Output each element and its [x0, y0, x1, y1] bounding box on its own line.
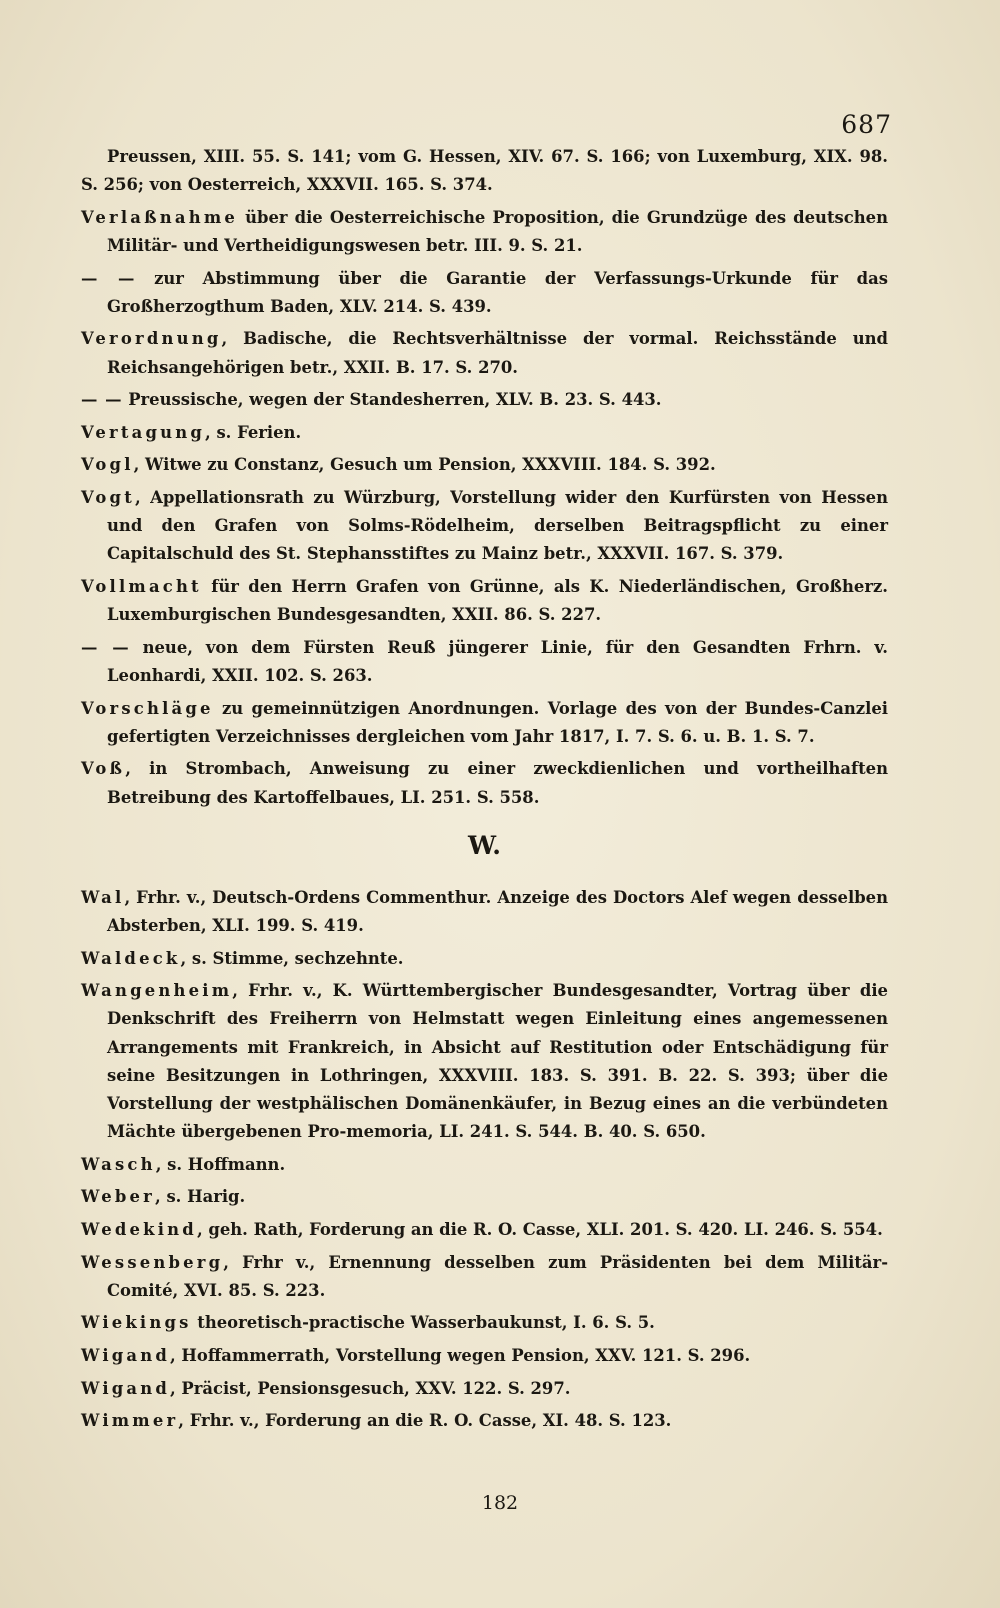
- entry-headword: Voß: [81, 759, 126, 779]
- index-entry: [81, 484, 888, 569]
- entry-text: , s. Harig.: [155, 1187, 246, 1207]
- index-entry: [55, 143, 888, 199]
- entry-headword: Vogl: [81, 455, 134, 475]
- entry-text: über die Oesterreichische Proposition, die Grundzüge des deutschen Militär- und Vertheidigungswesen betr. III. 9. S. 21.: [107, 207, 888, 255]
- index-entry: [81, 451, 888, 479]
- section-heading: W.: [468, 830, 501, 860]
- entry-text: theoretisch-practische Wasserbaukunst, I. 6. S. 5.: [191, 1313, 655, 1333]
- entry-headword: Weber: [81, 1187, 156, 1207]
- entry-headword: Wal: [81, 887, 125, 907]
- entry-text: , Appellationsrath zu Würzburg, Vorstellung wider den Kurfürsten von Hessen und den Grafen von Solms-Rödelheim, derselben Beitragspflicht zu einer Capitalschuld des St. Stephansstiftes zu Mainz betr., XXXVII. 167. S. 379.: [107, 487, 888, 564]
- index-entry: [81, 1151, 888, 1179]
- index-entry: [81, 634, 888, 690]
- index-entry: [81, 386, 888, 414]
- index-entry: [81, 695, 888, 751]
- entry-text: Preussen, XIII. 55. S. 141; vom G. Hessen, XIV. 67. S. 166; von Luxemburg, XIX. 98. S. 256; von Oesterreich, XXXVII. 165. S. 374.: [81, 147, 888, 195]
- entry-headword: Wessenberg: [81, 1252, 224, 1272]
- entries-w-section: [81, 884, 888, 1436]
- entry-text: , Präcist, Pensionsgesuch, XXV. 122. S. 297.: [170, 1378, 571, 1398]
- entry-headword: Wangenheim: [81, 981, 233, 1001]
- index-entry: [81, 1407, 888, 1435]
- index-entry: [81, 1375, 888, 1403]
- entry-headword: Vertagung: [81, 422, 206, 442]
- entry-text: , Frhr. v., Deutsch-Ordens Commenthur. Anzeige des Doctors Alef wegen desselben Absterben, XLI. 199. S. 419.: [107, 887, 888, 935]
- entries-v-section: [81, 143, 888, 812]
- entry-headword: Vorschläge: [81, 698, 214, 718]
- entry-headword: Wigand: [81, 1378, 171, 1398]
- entry-text: zur Abstimmung über die Garantie der Verfassungs-Urkunde für das Großherzogthum Baden, XLV. 214. S. 439.: [107, 268, 888, 316]
- entry-text: zu gemeinnützigen Anordnungen. Vorlage des von der Bundes-Canzlei gefertigten Verzeichnisses dergleichen vom Jahr 1817, I. 7. S. 6. u. B. 1. S. 7.: [107, 698, 888, 746]
- entry-text: Preussische, wegen der Standesherren, XLV. B. 23. S. 443.: [122, 390, 662, 410]
- index-entry: [81, 884, 888, 940]
- repeat-dash: — —: [81, 390, 123, 410]
- index-entry: [81, 977, 888, 1146]
- entry-text: , Frhr v., Ernennung desselben zum Präsidenten bei dem Militär-Comité, XVI. 85. S. 223.: [107, 1252, 888, 1300]
- index-entry: [81, 1309, 888, 1337]
- entry-text: , Frhr. v., K. Württembergischer Bundesgesandter, Vortrag über die Denkschrift des Freiherrn von Helmstatt wegen Einleitung eines angemessenen Arrangements mit Frankreich, in Absicht auf Restitution oder Entschädigung für seine Besitzungen in Lothringen, XXXVIII. 183. S. 391. B. 22. S. 393; über die Vorstellung der westphälischen Domänenkäufer, in Bezug eines an die verbündeten Mächte übergebenen Pro-memoria, LI. 241. S. 544. B. 40. S. 650.: [107, 981, 888, 1142]
- index-entry: [81, 1216, 888, 1244]
- entry-text: , Badische, die Rechtsverhältnisse der vormal. Reichsstände und Reichsangehörigen betr., XXII. B. 17. S. 270.: [107, 329, 888, 377]
- index-entry: [81, 204, 888, 260]
- index-entry: [81, 419, 888, 447]
- index-entry: [81, 945, 888, 973]
- entry-headword: Wimmer: [81, 1411, 179, 1431]
- entry-text: , geh. Rath, Forderung an die R. O. Casse, XLI. 201. S. 420. LI. 246. S. 554.: [196, 1219, 883, 1239]
- entry-text: für den Herrn Grafen von Grünne, als K. Niederländischen, Großherz. Luxemburgischen Bundesgesandten, XXII. 86. S. 227.: [107, 576, 888, 625]
- entry-headword: Wedekind: [81, 1219, 197, 1239]
- entry-headword: Wiekings: [81, 1313, 192, 1333]
- entry-text: , s. Hoffmann.: [155, 1154, 286, 1174]
- entry-headword: Vogt: [81, 487, 135, 507]
- entry-text: , in Strombach, Anweisung zu einer zweckdienlichen und vortheilhaften Betreibung des Kartoffelbaues, LI. 251. S. 558.: [107, 759, 888, 807]
- index-entry: [81, 1183, 888, 1211]
- index-entry: [81, 325, 888, 381]
- entry-headword: Wigand: [81, 1345, 171, 1365]
- entry-text: , s. Stimme, sechzehnte.: [180, 948, 404, 968]
- entry-text: neue, von dem Fürsten Reuß jüngerer Linie, für den Gesandten Frhrn. v. Leonhardi, XXII. 102. S. 263.: [107, 637, 888, 685]
- entry-headword: Verlaßnahme: [81, 207, 239, 227]
- entry-headword: Waldeck: [81, 948, 181, 968]
- index-entry: [81, 573, 888, 629]
- index-entry: [81, 1342, 888, 1370]
- page-number-bottom: 182: [481, 1492, 519, 1514]
- index-entry: [81, 1249, 888, 1305]
- page-number-top: 687: [841, 110, 892, 139]
- entry-text: , Frhr. v., Forderung an die R. O. Casse, XI. 48. S. 123.: [178, 1411, 672, 1431]
- entry-text: , Hoffammerrath, Vorstellung wegen Pension, XXV. 121. S. 296.: [170, 1345, 751, 1365]
- index-entries: [81, 143, 888, 1440]
- entry-text: , s. Ferien.: [205, 422, 302, 442]
- entry-headword: Wasch: [81, 1154, 156, 1174]
- index-entry: [81, 755, 888, 811]
- repeat-dash: — —: [81, 268, 136, 288]
- entry-text: , Witwe zu Constanz, Gesuch um Pension, XXXVIII. 184. S. 392.: [133, 455, 716, 475]
- repeat-dash: — —: [81, 637, 130, 657]
- entry-headword: Verordnung: [81, 329, 222, 349]
- entry-headword: Vollmacht: [81, 576, 202, 596]
- index-entry: [81, 265, 888, 321]
